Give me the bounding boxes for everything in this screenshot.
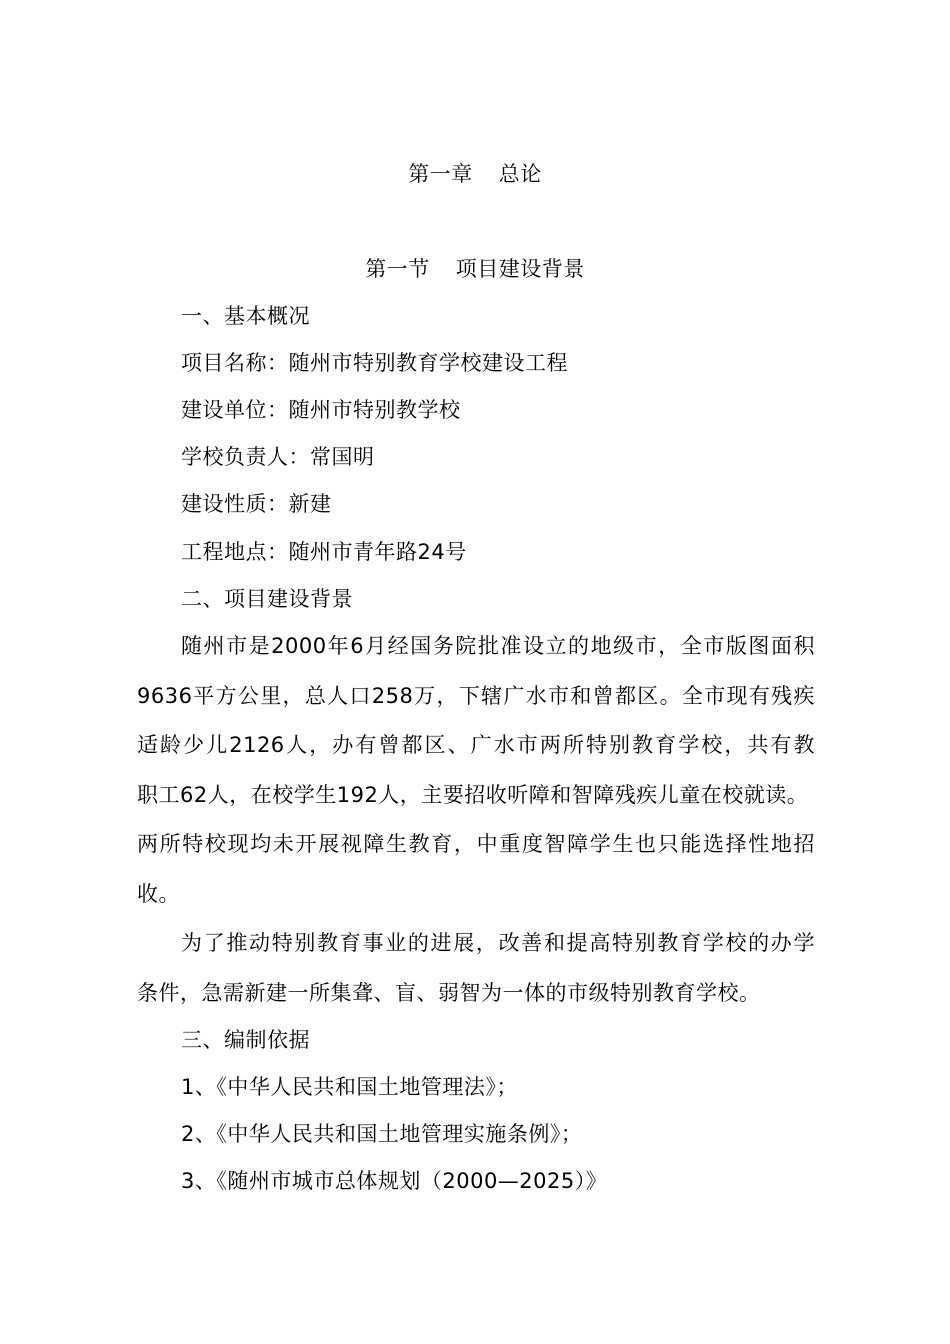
background-paragraph-line: 两所特校现均未开展视障生教育，中重度智障学生也只能选择性地招	[137, 832, 815, 856]
construction-unit-line: 建设单位：随州市特别教学校	[181, 398, 461, 422]
chapter-number: 第一章	[408, 162, 473, 186]
background-paragraph-line: 收。	[137, 882, 180, 906]
section-name: 项目建设背景	[455, 257, 585, 281]
basis-item: 3、《随州市城市总体规划（2000—2025）》	[181, 1169, 608, 1193]
background-paragraph-line: 随州市是2000年6月经国务院批准设立的地级市，全市版图面积	[181, 634, 815, 658]
background-paragraph-line: 职工62人，在校学生192人，主要招收听障和智障残疾儿童在校就读。	[137, 783, 809, 807]
chapter-title	[0, 160, 950, 188]
construction-nature-line: 建设性质：新建	[181, 492, 332, 516]
project-name-line: 项目名称：随州市特别教育学校建设工程	[181, 351, 568, 375]
background-paragraph-line: 适龄少儿2126人，办有曾都区、广水市两所特别教育学校，共有教	[137, 733, 815, 757]
basis-item: 1、《中华人民共和国土地管理法》；	[181, 1075, 518, 1099]
heading-project-background: 二、项目建设背景	[181, 587, 353, 611]
purpose-paragraph-line: 条件，急需新建一所集聋、盲、弱智为一体的市级特别教育学校。	[137, 981, 761, 1005]
background-paragraph-line: 9636平方公里，总人口258万，下辖广水市和曾都区。全市现有残疾	[137, 684, 815, 708]
school-principal-line: 学校负责人：常国明	[181, 445, 375, 469]
heading-compilation-basis: 三、编制依据	[181, 1028, 310, 1052]
project-location-line: 工程地点：随州市青年路24号	[181, 540, 467, 564]
section-number: 第一节	[365, 257, 430, 281]
heading-basic-overview: 一、基本概况	[181, 304, 310, 328]
purpose-paragraph-line: 为了推动特别教育事业的进展，改善和提高特别教育学校的办学	[181, 931, 815, 955]
basis-item: 2、《中华人民共和国土地管理实施条例》；	[181, 1122, 583, 1146]
chapter-name: 总论	[498, 162, 542, 186]
section-title	[0, 255, 950, 283]
